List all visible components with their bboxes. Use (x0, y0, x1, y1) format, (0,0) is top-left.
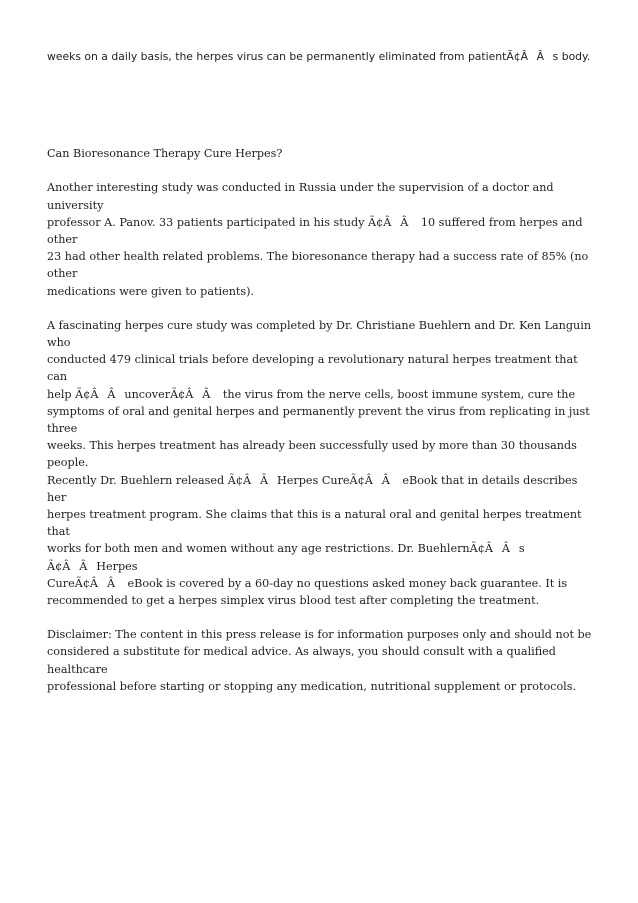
paragraph-buehlern-study: A fascinating herpes cure study was completed by Dr. Christiane Buehlern and Dr. Ken Languin who conducted 479 clinical trials before developing a revolutionary natural herpes treatment that can help Ã¢ÂÂuncoverÃ¢ÂÂ the virus from the nerve cells, boost immune system, cure the symptoms of oral and genital herpes and permanently prevent the virus from replicating in just three weeks. This herpes treatment has already been successfully used by more than 30 thousands people. Recently Dr. Buehlern released Ã¢ÂÂHerpes CureÃ¢ÂÂ eBook that in details describes her herpes treatment program. She claims that this is a natural oral and genital herpes treatment that works for both men and women without any age restrictions. Dr. BuehlernÃ¢ÂÂs Ã¢ÂÂHerpes CureÃ¢ÂÂ eBook is covered by a 60-day no questions asked money back guarantee. It is recommended to get a herpes simplex virus blood test after completing the treatment. (47, 318, 592, 608)
paragraph-panov-study: Another interesting study was conducted in Russia under the supervision of a doctor and university professor A. Panov. 33 patients participated in his study Ã¢ÂÂ 10 suffered from herpes and other 23 had other health related problems. The bioresonance therapy had a success rate of 85% (no other medications were given to patients). (47, 181, 589, 298)
paragraph-gap (47, 65, 596, 145)
paragraph-disclaimer: Disclaimer: The content in this press release is for information purposes only and should not be considered a substitute for medical advice. As always, you should consult with a qualified healthcare professional before starting or stopping any medication, nutritional supplement or protocols. (47, 628, 592, 693)
intro-line: weeks on a daily basis, the herpes virus can be permanently eliminated from patientÃ¢ÂÂs body. (47, 50, 591, 63)
section-heading: Can Bioresonance Therapy Cure Herpes? (47, 147, 283, 161)
